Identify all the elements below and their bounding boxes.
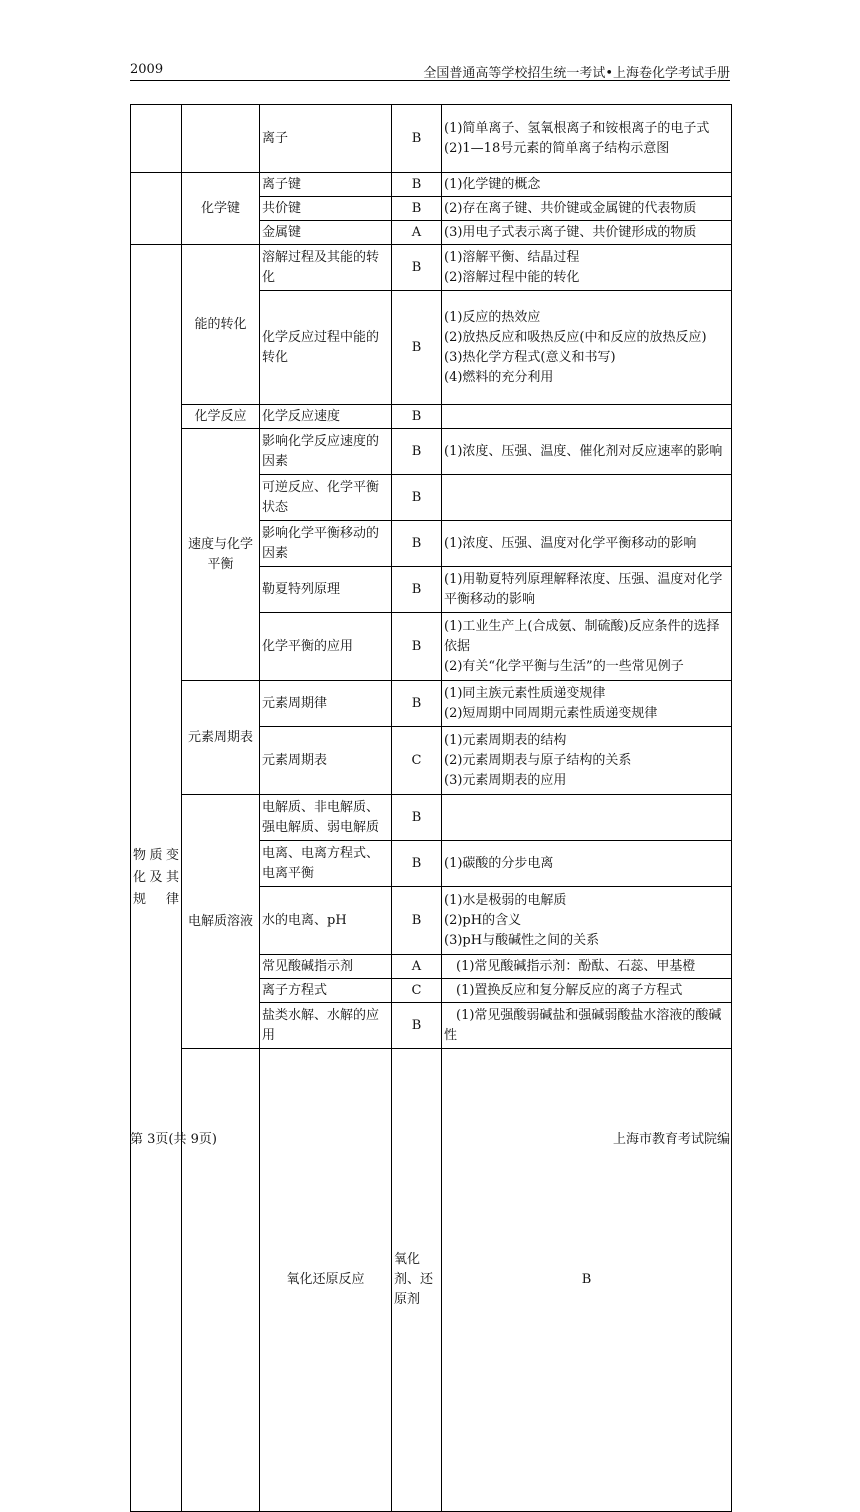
requirement-line: (1)置换反应和复分解反应的离子方程式	[456, 982, 683, 998]
sub-topic-cell: 氧化还原反应	[260, 1049, 392, 1512]
requirement-cell	[442, 887, 732, 955]
item-cell: 氧化剂、还原剂	[392, 1049, 442, 1512]
level-cell: C	[392, 727, 442, 795]
requirement-cell	[442, 105, 732, 173]
main-topic-cell-top	[131, 105, 182, 173]
requirement-line: (4)燃料的充分利用	[444, 369, 554, 385]
requirement-line: (1)溶解平衡、结晶过程	[444, 249, 580, 265]
header-year: 2009	[130, 62, 164, 77]
item-cell: 勒夏特列原理	[260, 567, 392, 613]
level-cell: B	[442, 1049, 732, 1512]
sub-topic-cell: 化学键	[182, 173, 260, 245]
table-row	[131, 795, 732, 841]
item-cell: 水的电离、pH	[260, 887, 392, 955]
requirement-cell	[442, 475, 732, 521]
item-cell: 化学反应过程中能的转化	[260, 291, 392, 405]
sub-topic-cell: 元素周期表	[182, 681, 260, 795]
requirement-cell	[442, 405, 732, 429]
requirement-line: (1)水是极弱的电解质	[444, 892, 567, 908]
item-cell: 金属键	[260, 221, 392, 245]
item-cell: 盐类水解、水解的应用	[260, 1003, 392, 1049]
requirement-line: (3)元素周期表的应用	[444, 772, 567, 788]
requirement-line: (1)反应的热效应	[444, 309, 541, 325]
requirement-line: (3)热化学方程式(意义和书写)	[444, 349, 616, 365]
requirement-line: (1)工业生产上(合成氨、制硫酸)反应条件的选择依据	[444, 618, 720, 654]
level-cell: B	[392, 475, 442, 521]
requirement-cell	[442, 567, 732, 613]
requirement-cell	[442, 841, 732, 887]
requirement-line: (3)用电子式表示离子键、共价键形成的物质	[444, 224, 697, 240]
level-cell: A	[392, 221, 442, 245]
requirement-cell	[442, 245, 732, 291]
requirement-cell	[442, 955, 732, 979]
level-cell: B	[392, 1003, 442, 1049]
requirement-line: (2)溶解过程中能的转化	[444, 269, 580, 285]
requirement-cell	[442, 613, 732, 681]
level-cell: B	[392, 197, 442, 221]
table-row	[131, 405, 732, 429]
requirement-cell	[442, 681, 732, 727]
level-cell: B	[392, 245, 442, 291]
main-topic-cell-bottom	[182, 1049, 260, 1512]
table-row	[131, 1049, 732, 1512]
header-title: 全国普通高等学校招生统一考试•上海卷化学考试手册	[423, 66, 730, 81]
requirement-cell	[442, 291, 732, 405]
level-cell: B	[392, 567, 442, 613]
item-cell: 可逆反应、化学平衡状态	[260, 475, 392, 521]
requirement-line: (1)常见酸碱指示剂：酚酞、石蕊、甲基橙	[456, 958, 696, 974]
requirement-line: (2)1—18号元素的简单离子结构示意图	[444, 140, 670, 156]
item-cell: 化学反应速度	[260, 405, 392, 429]
item-cell: 常见酸碱指示剂	[260, 955, 392, 979]
page-number: 第 3页(共 9页)	[130, 1132, 217, 1147]
item-cell: 离子	[260, 105, 392, 173]
level-cell: B	[392, 291, 442, 405]
requirement-cell	[442, 521, 732, 567]
requirement-cell	[442, 795, 732, 841]
requirement-line: (1)简单离子、氢氧根离子和铵根离子的电子式	[444, 120, 710, 136]
publisher: 上海市教育考试院编	[612, 1132, 730, 1147]
level-cell: A	[392, 955, 442, 979]
item-cell: 离子键	[260, 173, 392, 197]
level-cell: B	[392, 613, 442, 681]
requirement-line: (1)用勒夏特列原理解释浓度、压强、温度对化学平衡移动的影响	[444, 571, 723, 607]
item-cell: 离子方程式	[260, 979, 392, 1003]
requirement-cell	[442, 979, 732, 1003]
requirement-line: (2)放热反应和吸热反应(中和反应的放热反应)	[444, 329, 707, 345]
requirement-line: (1)碳酸的分步电离	[444, 855, 554, 871]
table-row	[131, 245, 732, 291]
requirement-cell	[442, 429, 732, 475]
sub-topic-cell: 能的转化	[182, 245, 260, 405]
main-topic-cell: 物质变化及其规律	[131, 245, 182, 1512]
sub-topic-cell: 化学反应	[182, 405, 260, 429]
page-header	[130, 62, 730, 81]
level-cell: B	[392, 841, 442, 887]
main-topic-cell-top-cont	[131, 173, 182, 245]
level-cell: B	[392, 405, 442, 429]
level-cell: B	[392, 887, 442, 955]
item-cell: 影响化学平衡移动的因素	[260, 521, 392, 567]
sub-topic-cell: 速度与化学平衡	[182, 429, 260, 681]
requirement-cell	[442, 221, 732, 245]
requirement-line: (2)短周期中同周期元素性质递变规律	[444, 705, 658, 721]
item-cell: 元素周期律	[260, 681, 392, 727]
item-cell: 电解质、非电解质、强电解质、弱电解质	[260, 795, 392, 841]
requirement-line: (2)元素周期表与原子结构的关系	[444, 752, 632, 768]
level-cell: B	[392, 521, 442, 567]
item-cell: 溶解过程及其能的转化	[260, 245, 392, 291]
table-row	[131, 429, 732, 475]
requirement-line: (2)pH的含义	[444, 912, 522, 928]
requirement-cell	[442, 1003, 732, 1049]
syllabus-table	[130, 104, 732, 1512]
requirement-cell	[442, 197, 732, 221]
sub-topic-cell	[182, 105, 260, 173]
level-cell: B	[392, 429, 442, 475]
level-cell: B	[392, 105, 442, 173]
requirement-line: (1)浓度、压强、温度对化学平衡移动的影响	[444, 535, 697, 551]
requirement-line: (2)存在离子键、共价键或金属键的代表物质	[444, 200, 697, 216]
item-cell: 化学平衡的应用	[260, 613, 392, 681]
requirement-line: (1)化学键的概念	[444, 176, 541, 192]
requirement-line: (3)pH与酸碱性之间的关系	[444, 932, 600, 948]
requirement-line: (1)同主族元素性质递变规律	[444, 685, 606, 701]
table-row	[131, 105, 732, 173]
requirement-cell	[442, 173, 732, 197]
item-cell: 元素周期表	[260, 727, 392, 795]
level-cell: B	[392, 795, 442, 841]
item-cell: 共价键	[260, 197, 392, 221]
requirement-line: (1)常见强酸弱碱盐和强碱弱酸盐水溶液的酸碱性	[444, 1007, 722, 1043]
requirement-line: (1)浓度、压强、温度、催化剂对反应速率的影响	[444, 443, 723, 459]
table-row	[131, 173, 732, 197]
item-cell: 电离、电离方程式、电离平衡	[260, 841, 392, 887]
level-cell: B	[392, 173, 442, 197]
level-cell: C	[392, 979, 442, 1003]
sub-topic-cell: 电解质溶液	[182, 795, 260, 1049]
requirement-line: (1)元素周期表的结构	[444, 732, 567, 748]
requirement-cell	[442, 727, 732, 795]
item-cell: 影响化学反应速度的因素	[260, 429, 392, 475]
table-row	[131, 681, 732, 727]
level-cell: B	[392, 681, 442, 727]
requirement-line: (2)有关“化学平衡与生活”的一些常见例子	[444, 658, 684, 674]
